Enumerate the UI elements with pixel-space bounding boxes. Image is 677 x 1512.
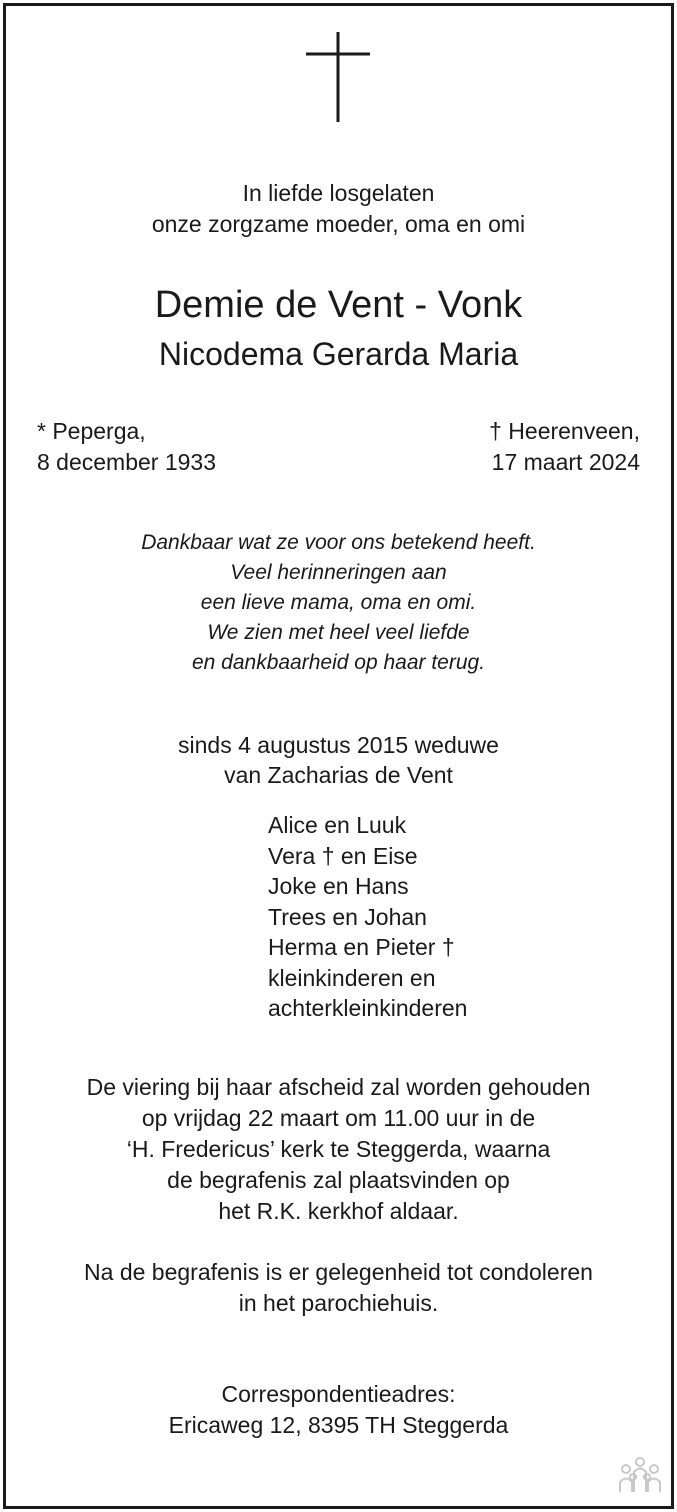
service-info: De viering bij haar afscheid zal worden gehouden op vrijdag 22 maart om 11.00 uur in de ‘H. Fredericus’ kerk te Steggerda, waarna de begrafenis zal plaatsvinden op het R.K. kerkhof aldaar. bbox=[86, 1074, 591, 1224]
family-member: Trees en Johan bbox=[268, 903, 427, 930]
family-list bbox=[268, 810, 467, 1024]
family-member: Vera † en Eise bbox=[268, 842, 418, 869]
death-info: † Heerenveen, 17 maart 2024 bbox=[489, 418, 640, 475]
family-member: Joke en Hans bbox=[268, 873, 409, 899]
intro-text: In liefde losgelaten onze zorgzame moeder, oma en omi bbox=[151, 180, 526, 237]
family-member: Herma en Pieter † bbox=[268, 934, 455, 960]
people-logo-icon bbox=[617, 1456, 663, 1496]
deceased-given-names: Nicodema Gerarda Maria bbox=[158, 336, 519, 372]
deceased-name: Demie de Vent - Vonk bbox=[154, 284, 523, 326]
condolence-info: Na de begrafenis is er gelegenheid tot condoleren in het parochiehuis. bbox=[84, 1259, 593, 1316]
family-member: kleinkinderen en bbox=[268, 964, 436, 991]
cross-icon bbox=[303, 30, 373, 125]
poem-text: Dankbaar wat ze voor ons betekend heeft. Veel herinneringen aan een lieve mama, oma en omi. We zien met heel veel liefde en dankbaarheid op haar terug. bbox=[141, 531, 536, 674]
family-member: achterkleinkinderen bbox=[268, 995, 468, 1021]
widow-text: sinds 4 augustus 2015 weduwe van Zacharias de Vent bbox=[178, 732, 499, 788]
birth-info: * Peperga, 8 december 1933 bbox=[37, 418, 217, 475]
correspondence-address: Correspondentieadres: Ericaweg 12, 8395 TH Steggerda bbox=[168, 1381, 509, 1438]
family-member: Alice en Luuk bbox=[268, 812, 407, 838]
